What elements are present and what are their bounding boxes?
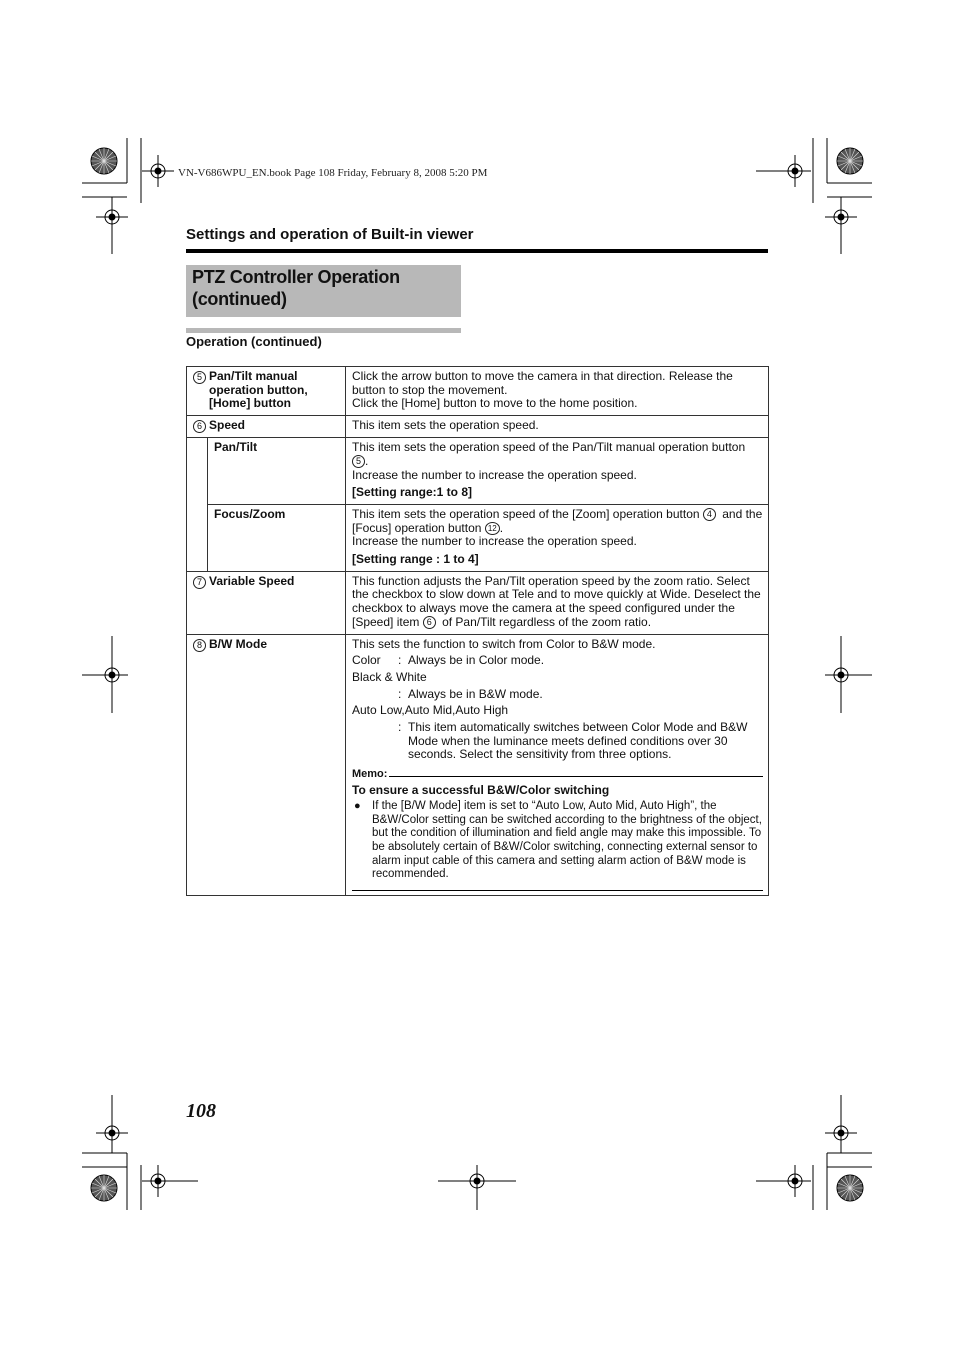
item-number-badge: 6 [193,420,206,433]
row-label: Speed [209,418,246,433]
option-label: Color [352,653,381,668]
memo-bullet-text: If the [B/W Mode] item is set to “Auto Low, Auto Mid, Auto High”, the B&W/Color setting can be switched according to the brightness of the object, but the condition of illumination and field angle may make this impossible. To be absolutely certain of B&W/Color switching, connecting external sensor to alarm input cable of this camera and setting alarm action of B&W mode is recommended. [372,799,762,881]
row-description: This sets the function to switch from Color to B&W mode. [352,636,656,651]
item-number-badge: 5 [193,371,206,384]
item-number-badge: 12 [485,522,500,535]
row-label: Pan/Tilt manual operation button, [Home] button [209,369,308,411]
colon-text: : [398,653,402,668]
sub-row-label: Pan/Tilt [208,438,346,505]
page-title-line1: PTZ Controller Operation [192,267,400,287]
row-description: Click the [Home] button to move to the home position. [352,396,638,411]
row-description [352,441,763,468]
row-description: Click the arrow button to move the camera in that direction. Release the button to stop the movement. [352,369,733,397]
row-description-cell [346,634,769,896]
option-color [352,654,763,668]
description-text: This item sets the operation speed of the [Zoom] operation button [352,506,700,521]
row-label: B/W Mode [209,636,267,651]
option-bw [352,688,763,702]
item-number-badge: 4 [703,508,716,521]
item-number-badge: 8 [193,639,206,652]
row-label-cell [187,416,346,438]
description-text: of Pan/Tilt regardless of the zoom ratio. [442,614,652,629]
item-number-badge: 6 [423,616,436,629]
table-row [187,367,769,416]
page-title-box [186,265,461,317]
memo-title: Memo: [352,768,388,781]
memo-box [352,768,763,891]
table-row [187,634,769,896]
item-number-badge: 7 [193,576,206,589]
memo-subtitle: To ensure a successful B&W/Color switching [352,783,610,798]
table-row [187,438,769,505]
setting-range: [Setting range:1 to 8] [352,485,473,500]
page-title-line2: (continued) [192,289,287,309]
setting-range: [Setting range : 1 to 4] [352,552,479,567]
option-description: Always be in Color mode. [408,653,545,668]
option-description: Always be in B&W mode. [408,686,543,701]
row-description: Increase the number to increase the operation speed. [352,534,637,549]
description-text: This function adjusts the Pan/Tilt operation speed by the zoom ratio. Select the checkbox to slow down at Tele and to move quickly at Wide. Deselect the checkbox to always move the camera at the speed configured under the [Speed] item [352,573,761,629]
operation-table [186,366,769,896]
row-description: This item sets the operation speed. [346,416,769,438]
subheading: Operation (continued) [186,334,322,349]
description-text: and the [Focus] operation button [352,506,763,535]
indent-cell [187,438,208,572]
row-label-cell [187,634,346,896]
memo-end-rule [352,890,763,891]
sub-row-label: Focus/Zoom [208,504,346,571]
section-title: Settings and operation of Built-in viewer [186,226,474,243]
item-number-badge: 5 [352,455,365,468]
colon-text: : [398,720,402,735]
bullet-icon: ● [354,799,361,812]
option-auto [352,721,763,762]
table-row [187,571,769,634]
registration-star-icon [837,148,863,174]
row-label-cell [187,571,346,634]
table-row [187,416,769,438]
row-description [352,508,763,535]
row-label-cell [187,367,346,416]
registration-star-icon [91,148,117,174]
book-header-line: VN-V686WPU_EN.book Page 108 Friday, February 8, 2008 5:20 PM [178,167,488,179]
row-description-cell [346,438,769,505]
option-label: Auto Low,Auto Mid,Auto High [352,703,509,718]
row-description: Increase the number to increase the operation speed. [352,467,637,482]
row-description-cell [346,504,769,571]
row-description-cell [346,571,769,634]
description-text: This item sets the operation speed of the Pan/Tilt manual operation button [352,440,746,455]
row-description-cell [346,367,769,416]
section-rule [186,249,768,253]
table-row [187,504,769,571]
page-number: 108 [186,1100,216,1122]
description-text: . [499,520,504,535]
registration-star-icon [91,1175,117,1201]
registration-mark-icon [142,155,174,187]
option-label: Black & White [352,669,427,684]
option-description: This item automatically switches between Color Mode and B&W Mode when the luminance meets defined conditions over 30 seconds. Select the sensitivity from three options. [408,720,748,762]
description-text: . [365,453,369,468]
row-label: Variable Speed [209,573,295,588]
memo-bullet [352,800,763,882]
subheading-bar [186,328,461,333]
registration-star-icon [837,1175,863,1201]
colon-text: : [398,686,402,701]
